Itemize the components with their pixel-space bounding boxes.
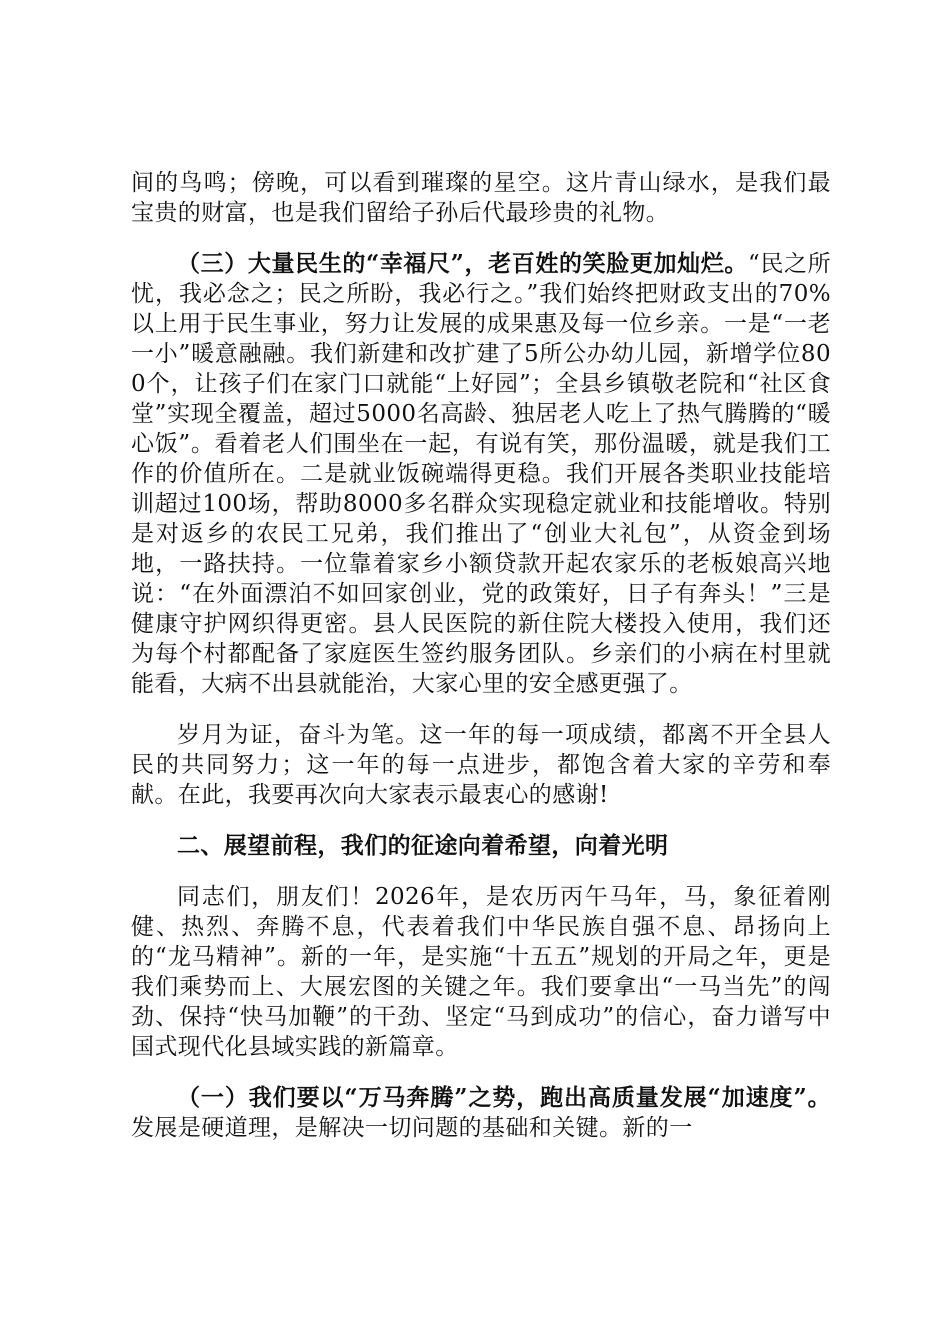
subsection-heading-three: （三）大量民生的“幸福尺”，老百姓的笑脸更加灿烂。 [177,250,748,277]
section-heading-text: 二、展望前程，我们的征途向着希望，向着光明 [177,832,669,859]
paragraph-continuation [131,168,831,228]
paragraph-text: 发展是硬道理，是解决一切问题的基础和关键。新的一 [131,1115,693,1141]
paragraph-outlook [131,882,831,1062]
paragraph-development [131,1083,831,1143]
paragraph-text: 间的鸟鸣；傍晚，可以看到璀璨的星空。这片青山绿水，是我们最宝贵的财富，也是我们留给子孙后代最珍贵的礼物。 [131,170,831,226]
paragraph-text: 岁月为证，奋斗为笔。这一年的每一项成绩，都离不开全县人民的共同努力；这一年的每一点进步，都饱含着大家的辛劳和奉献。在此，我要再次向大家表示最衷心的感谢! [131,722,831,808]
section-heading-two [131,831,831,861]
subsection-heading-one: （一）我们要以“万马奔腾”之势，跑出高质量发展“加速度”。 [177,1084,831,1111]
paragraph-text: “民之所忧，我必念之；民之所盼，我必行之。”我们始终把财政支出的70%以上用于民生事业，努力让发展的成果惠及每一位乡亲。一是“一老一小”暖意融融。我们新建和改扩建了5所公办幼儿园，新增学位800个，让孩子们在家门口就能“上好园”；全县乡镇敬老院和“社区食堂”实现全覆盖，超过5000名高龄、独居老人吃上了热气腾腾的“暖心饭”。看着老人们围坐在一起，有说有笑，那份温暖，就是我们工作的价值所在。二是就业饭碗端得更稳。我们开展各类职业技能培训超过100场，帮助8000多名群众实现稳定就业和技能增收。特别是对返乡的农民工兄弟，我们推出了“创业大礼包”，从资金到场地，一路扶持。一位靠着家乡小额贷款开起农家乐的老板娘高兴地说：“在外面漂泊不如回家创业，党的政策好，日子有奔头！”三是健康守护网织得更密。县人民医院的新住院大楼投入使用，我们还为每个村都配备了家庭医生签约服务团队。乡亲们的小病在村里就能看，大病不出县就能治，大家心里的安全感更强了。 [131,251,832,697]
paragraph-thanks [131,720,831,810]
document-body [131,168,831,1143]
paragraph-text: 同志们，朋友们！2026年，是农历丙午马年，马，象征着刚健、热烈、奔腾不息，代表着我们中华民族自强不息、昂扬向上的“龙马精神”。新的一年，是实施“十五五”规划的开局之年，更是我们乘势而上、大展宏图的关键之年。我们要拿出“一马当先”的闯劲、保持“快马加鞭”的干劲、坚定“马到成功”的信心，奋力谱写中国式现代化县域实践的新篇章。 [131,884,831,1060]
paragraph-livelihood [131,249,831,699]
